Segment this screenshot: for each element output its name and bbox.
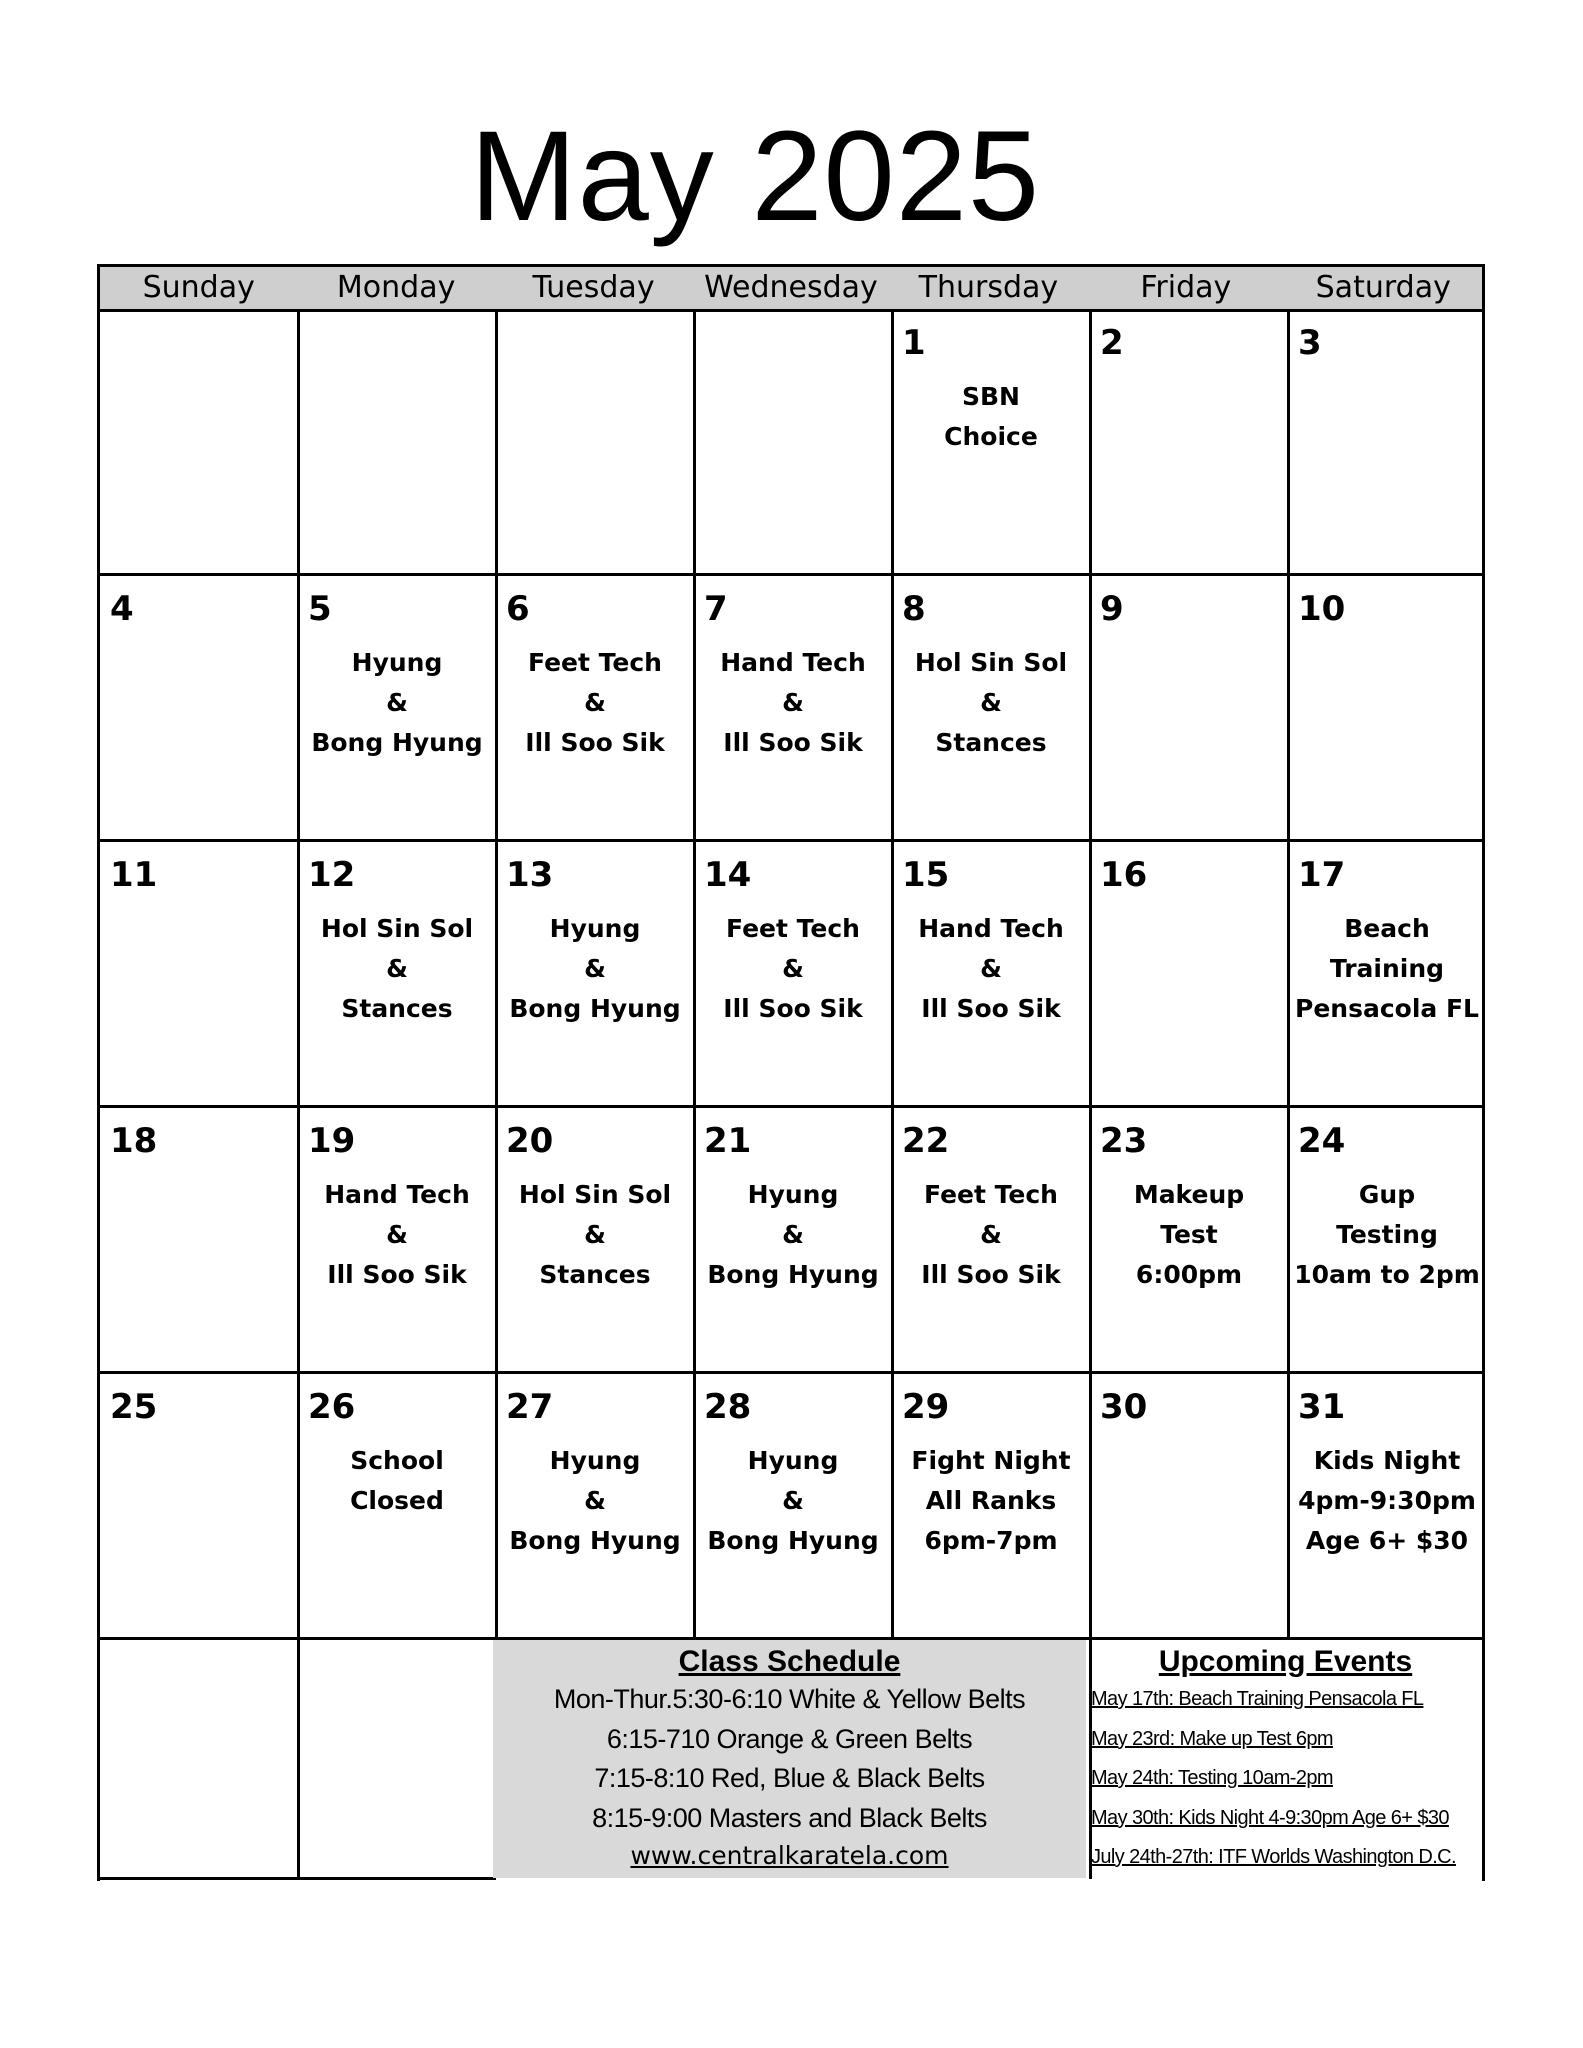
day-cell — [298, 309, 496, 575]
event-line: & — [980, 954, 1002, 983]
event-line: Ill Soo Sik — [921, 1260, 1061, 1289]
weekday-sunday: Sunday — [142, 270, 255, 305]
event-line: Pensacola FL — [1295, 994, 1479, 1023]
day-event — [892, 1441, 1090, 1561]
event-line: & — [980, 1220, 1002, 1249]
upcoming-event-item[interactable]: May 30th: Kids Night 4-9:30pm Age 6+ $30 — [1091, 1806, 1449, 1829]
day-cell — [892, 1107, 1090, 1373]
event-line: Hyung — [549, 914, 641, 943]
event-line: & — [782, 1486, 804, 1515]
event-line: Hyung — [549, 1446, 641, 1475]
row-divider — [100, 839, 1482, 842]
day-event — [1288, 909, 1486, 1029]
event-line: Gup — [1358, 1180, 1416, 1209]
day-cell — [1288, 841, 1486, 1107]
event-line: & — [584, 688, 606, 717]
event-line: Hol Sin Sol — [320, 914, 474, 943]
weekday-thursday: Thursday — [918, 270, 1059, 305]
day-event — [892, 1175, 1090, 1295]
day-cell — [496, 575, 694, 841]
day-number: 27 — [506, 1387, 554, 1427]
event-line: Ill Soo Sik — [921, 994, 1061, 1023]
day-number: 13 — [506, 855, 554, 895]
day-cell — [892, 575, 1090, 841]
day-cell — [100, 841, 298, 1107]
day-cell — [892, 309, 1090, 575]
day-cell — [1090, 575, 1288, 841]
event-line: Choice — [944, 422, 1038, 451]
day-cell — [694, 1107, 892, 1373]
weekday-saturday: Saturday — [1315, 270, 1451, 305]
event-line: Test — [1160, 1220, 1218, 1249]
day-number: 8 — [902, 589, 926, 629]
event-line: & — [980, 688, 1002, 717]
day-event — [496, 1441, 694, 1561]
day-number: 18 — [110, 1121, 158, 1161]
day-cell — [694, 1373, 892, 1639]
event-line: Stances — [539, 1260, 651, 1289]
day-number: 19 — [308, 1121, 356, 1161]
day-event — [1288, 1175, 1486, 1295]
day-event — [892, 377, 1090, 457]
day-number: 10 — [1298, 589, 1346, 629]
upcoming-event-item[interactable]: May 17th: Beach Training Pensacola FL — [1091, 1688, 1424, 1710]
weekday-monday: Monday — [336, 270, 456, 305]
day-cell — [1288, 309, 1486, 575]
day-event — [694, 1175, 892, 1295]
schedule-line: 7:15-8:10 Red, Blue & Black Belts — [594, 1763, 985, 1793]
day-event — [298, 643, 496, 763]
day-cell — [298, 1107, 496, 1373]
event-line: & — [386, 954, 408, 983]
day-event — [892, 643, 1090, 763]
event-line: Training — [1329, 954, 1445, 983]
event-line: All Ranks — [925, 1486, 1057, 1515]
event-line: Ill Soo Sik — [723, 728, 863, 757]
day-cell — [694, 841, 892, 1107]
day-cell — [298, 841, 496, 1107]
day-cell — [1090, 841, 1288, 1107]
upcoming-event-item[interactable]: July 24th-27th: ITF Worlds Washington D.C. — [1091, 1846, 1456, 1868]
event-line: Ill Soo Sik — [525, 728, 665, 757]
event-line: & — [584, 954, 606, 983]
weekday-wednesday: Wednesday — [704, 270, 878, 305]
event-line: Hol Sin Sol — [914, 648, 1068, 677]
day-number: 7 — [704, 589, 728, 629]
row-divider — [100, 1105, 1482, 1108]
event-line: Age 6+ $30 — [1305, 1526, 1469, 1555]
event-line: 6pm-7pm — [924, 1526, 1058, 1555]
event-line: SBN — [962, 382, 1020, 411]
event-line: Hol Sin Sol — [518, 1180, 672, 1209]
day-number: 20 — [506, 1121, 554, 1161]
day-cell — [1090, 1373, 1288, 1639]
day-number: 21 — [704, 1121, 752, 1161]
event-line: 4pm-9:30pm — [1298, 1486, 1476, 1515]
day-event — [496, 909, 694, 1029]
row-divider — [100, 573, 1482, 576]
day-number: 23 — [1100, 1121, 1148, 1161]
row-divider — [100, 1371, 1482, 1374]
event-line: Hyung — [747, 1446, 839, 1475]
event-line: Kids Night — [1313, 1446, 1461, 1475]
column-divider — [693, 309, 696, 1639]
day-event — [694, 643, 892, 763]
event-line: Hand Tech — [720, 648, 866, 677]
day-number: 28 — [704, 1387, 752, 1427]
day-cell — [298, 1373, 496, 1639]
event-line: 6:00pm — [1135, 1260, 1243, 1289]
day-cell — [100, 1373, 298, 1639]
day-number: 16 — [1100, 855, 1148, 895]
event-line: 10am to 2pm — [1294, 1260, 1480, 1289]
event-line: Ill Soo Sik — [723, 994, 863, 1023]
event-line: Makeup — [1133, 1180, 1245, 1209]
day-number: 12 — [308, 855, 356, 895]
upcoming-event-item[interactable]: May 23rd: Make up Test 6pm — [1091, 1727, 1333, 1750]
day-cell — [496, 1373, 694, 1639]
event-line: & — [584, 1220, 606, 1249]
event-line: & — [782, 688, 804, 717]
event-line: & — [584, 1486, 606, 1515]
event-line: Stances — [341, 994, 453, 1023]
day-cell — [892, 1373, 1090, 1639]
event-line: Feet Tech — [726, 914, 860, 943]
day-cell — [1288, 1107, 1486, 1373]
day-number: 9 — [1100, 589, 1124, 629]
event-line: Stances — [935, 728, 1047, 757]
day-number: 26 — [308, 1387, 356, 1427]
event-line: Testing — [1336, 1220, 1438, 1249]
day-cell — [496, 1107, 694, 1373]
event-line: Bong Hyung — [311, 728, 483, 757]
weekday-friday: Friday — [1140, 270, 1232, 305]
day-number: 25 — [110, 1387, 158, 1427]
day-number: 15 — [902, 855, 950, 895]
day-cell — [1090, 309, 1288, 575]
schedule-line: Mon-Thur.5:30-6:10 White & Yellow Belts — [553, 1684, 1026, 1714]
day-cell — [1288, 575, 1486, 841]
event-line: Hyung — [351, 648, 443, 677]
upcoming-events-title: Upcoming Events — [1158, 1645, 1413, 1678]
day-event — [694, 909, 892, 1029]
calendar-title: May 2025 — [469, 105, 1041, 248]
event-line: & — [386, 688, 408, 717]
event-line: Closed — [350, 1486, 444, 1515]
day-number: 30 — [1100, 1387, 1148, 1427]
event-line: Feet Tech — [528, 648, 662, 677]
day-event — [1288, 1441, 1486, 1561]
event-line: Hand Tech — [324, 1180, 470, 1209]
column-divider — [1287, 309, 1290, 1639]
event-line: Hyung — [747, 1180, 839, 1209]
day-number: 24 — [1298, 1121, 1346, 1161]
event-line: & — [782, 954, 804, 983]
class-schedule-title: Class Schedule — [678, 1645, 901, 1678]
day-number: 6 — [506, 589, 530, 629]
day-cell — [100, 575, 298, 841]
day-event — [496, 643, 694, 763]
day-event — [892, 909, 1090, 1029]
upcoming-events-panel — [1089, 1640, 1482, 1878]
event-line: Feet Tech — [924, 1180, 1058, 1209]
event-line: Ill Soo Sik — [327, 1260, 467, 1289]
day-cell — [694, 575, 892, 841]
day-number: 22 — [902, 1121, 950, 1161]
day-event — [1090, 1175, 1288, 1295]
day-cell — [694, 309, 892, 575]
event-line: & — [782, 1220, 804, 1249]
day-number: 5 — [308, 589, 332, 629]
schedule-line: 6:15-710 Orange & Green Belts — [606, 1723, 973, 1754]
day-event — [298, 1175, 496, 1295]
day-number: 31 — [1298, 1387, 1346, 1427]
day-number: 11 — [110, 855, 158, 895]
event-line: Bong Hyung — [509, 1526, 681, 1555]
event-line: & — [386, 1220, 408, 1249]
column-divider — [495, 309, 498, 1639]
event-line: Hand Tech — [918, 914, 1064, 943]
day-number: 17 — [1298, 855, 1346, 895]
event-line: Beach — [1344, 914, 1430, 943]
day-cell — [496, 309, 694, 575]
website-link[interactable]: www.centralkaratela.com — [630, 1841, 949, 1870]
day-cell — [1288, 1373, 1486, 1639]
column-divider — [891, 309, 894, 1639]
event-line: Bong Hyung — [707, 1260, 879, 1289]
day-event — [694, 1441, 892, 1561]
weekday-tuesday: Tuesday — [532, 270, 655, 305]
event-line: Bong Hyung — [707, 1526, 879, 1555]
column-divider — [297, 309, 300, 1879]
day-number: 14 — [704, 855, 752, 895]
class-schedule-panel — [493, 1640, 1086, 1878]
day-number: 3 — [1298, 323, 1322, 363]
day-number: 4 — [110, 589, 134, 629]
event-line: School — [350, 1446, 444, 1475]
day-cell — [496, 841, 694, 1107]
event-line: Fight Night — [911, 1446, 1071, 1475]
day-number: 29 — [902, 1387, 950, 1427]
day-event — [496, 1175, 694, 1295]
upcoming-event-item[interactable]: May 24th: Testing 10am-2pm — [1091, 1767, 1333, 1789]
day-cell — [1090, 1107, 1288, 1373]
day-number: 2 — [1100, 323, 1124, 363]
day-event — [298, 1441, 496, 1521]
day-cell — [298, 575, 496, 841]
day-cell — [100, 309, 298, 575]
event-line: Bong Hyung — [509, 994, 681, 1023]
day-cell — [892, 841, 1090, 1107]
day-cell — [100, 1107, 298, 1373]
day-number: 1 — [902, 323, 926, 363]
weekday-header-row — [97, 264, 1485, 312]
schedule-line: 8:15-9:00 Masters and Black Belts — [592, 1802, 987, 1833]
day-event — [298, 909, 496, 1029]
